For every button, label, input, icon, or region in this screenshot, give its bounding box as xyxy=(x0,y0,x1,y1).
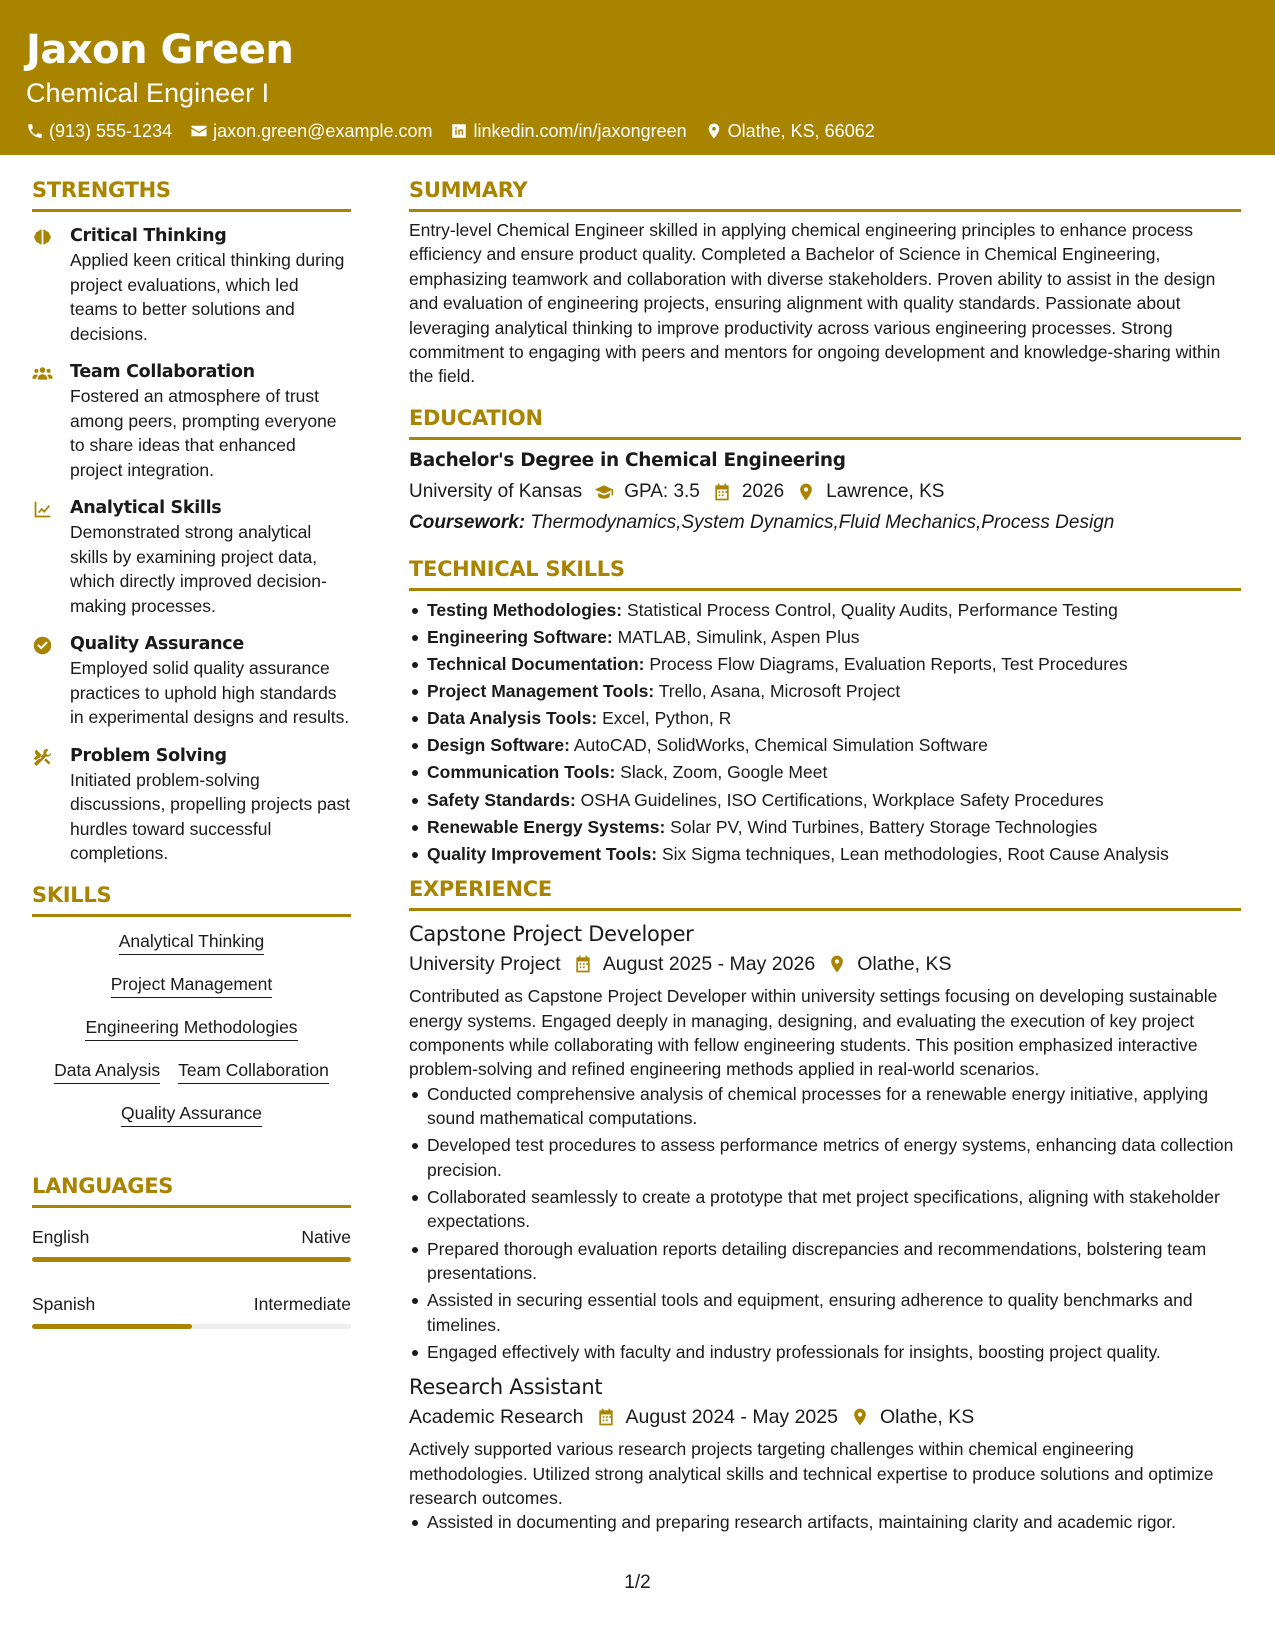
list-item xyxy=(409,733,1241,757)
skill-category: Project Management Tools: xyxy=(427,681,655,702)
job-meta xyxy=(409,1403,1241,1431)
list-item xyxy=(409,598,1241,622)
technical-skills-list xyxy=(409,598,1241,866)
strength-item xyxy=(32,224,351,346)
education-meta xyxy=(409,478,1241,506)
job-entry xyxy=(409,919,1241,1364)
job-location: Olathe, KS xyxy=(857,953,952,976)
language-level-fill xyxy=(32,1324,192,1329)
coursework-label: Coursework: xyxy=(409,511,526,533)
strength-description: Applied keen critical thinking during project evaluations, which led teams to better solutions and decisions. xyxy=(70,250,345,344)
contact-bar xyxy=(26,119,1249,143)
contact-linkedin[interactable] xyxy=(450,119,686,143)
list-item xyxy=(409,652,1241,676)
strength-description: Fostered an atmosphere of trust among peers, prompting everyone to share ideas that enhanced project integration. xyxy=(70,386,337,480)
calendar-icon xyxy=(596,1407,616,1427)
map-pin-icon xyxy=(705,122,723,140)
linkedin-link[interactable]: linkedin.com/in/jaxongreen xyxy=(473,121,687,141)
contact-email[interactable] xyxy=(190,119,432,143)
skill-values: MATLAB, Simulink, Aspen Plus xyxy=(617,626,860,647)
phone-icon xyxy=(26,122,44,140)
right-column xyxy=(409,175,1241,1538)
education-section xyxy=(409,403,1241,537)
summary-section xyxy=(409,175,1241,389)
language-item xyxy=(32,1292,351,1329)
strength-name: Analytical Skills xyxy=(70,498,222,518)
languages-section xyxy=(32,1171,351,1329)
tools-icon xyxy=(32,747,53,768)
page-number: 1/2 xyxy=(624,1572,651,1593)
brain-icon xyxy=(32,227,53,248)
skill-tag: Engineering Methodologies xyxy=(85,1015,297,1041)
language-item xyxy=(32,1225,351,1262)
language-name: English xyxy=(32,1226,90,1247)
skill-values: Process Flow Diagrams, Evaluation Reports, Test Procedures xyxy=(649,654,1128,675)
job-location: Olathe, KS xyxy=(879,1406,975,1429)
users-icon xyxy=(32,363,53,384)
language-level: Native xyxy=(301,1226,351,1247)
section-divider xyxy=(409,588,1241,591)
skill-category: Communication Tools: xyxy=(427,762,616,783)
language-name: Spanish xyxy=(32,1293,96,1314)
skill-values: Solar PV, Wind Turbines, Battery Storage Technologies xyxy=(670,816,1098,837)
envelope-icon xyxy=(190,122,208,140)
strength-description: Demonstrated strong analytical skills by examining project data, which directly improved decision-making processes. xyxy=(70,522,327,616)
skill-tag: Data Analysis xyxy=(54,1058,160,1084)
strength-name: Problem Solving xyxy=(70,745,227,766)
skill-category: Technical Documentation: xyxy=(427,654,645,675)
list-item: Conducted comprehensive analysis of chemical processes for a renewable energy initiative, applying sound mathematical computations. xyxy=(409,1082,1241,1131)
job-description: Actively supported various research projects targeting challenges within chemical engineering methodologies. Utilized strong analytical skills and technical expertise to produce solutions and optimize research outcomes. xyxy=(409,1439,1214,1508)
list-item xyxy=(409,679,1241,703)
job-dates: August 2024 - May 2025 xyxy=(625,1406,838,1429)
calendar-icon xyxy=(573,954,593,974)
list-item xyxy=(409,815,1241,839)
strength-name: Quality Assurance xyxy=(70,634,244,654)
graduation-cap-icon xyxy=(594,482,614,502)
languages-heading: LANGUAGES xyxy=(32,1173,174,1198)
skill-values: Excel, Python, R xyxy=(602,708,732,729)
skill-category: Quality Improvement Tools: xyxy=(427,843,658,864)
location-text: Olathe, KS, 66062 xyxy=(727,121,875,141)
job-organization: Academic Research xyxy=(409,1406,584,1429)
chart-line-icon xyxy=(32,499,53,520)
list-item xyxy=(409,788,1241,812)
skill-category: Data Analysis Tools: xyxy=(427,708,598,729)
list-item xyxy=(409,625,1241,649)
skill-tag: Analytical Thinking xyxy=(119,929,265,955)
strength-item xyxy=(32,744,351,866)
degree-title: Bachelor's Degree in Chemical Engineering xyxy=(409,449,846,471)
language-level: Intermediate xyxy=(253,1293,351,1314)
technical-skills-section xyxy=(409,554,1241,866)
strength-name: Critical Thinking xyxy=(70,226,227,246)
strength-description: Employed solid quality assurance practices to uphold high standards in experimental designs and results. xyxy=(70,658,350,727)
experience-section xyxy=(409,874,1241,1535)
map-pin-icon xyxy=(796,482,816,502)
strengths-section xyxy=(32,175,351,866)
strength-item xyxy=(32,496,351,618)
linkedin-icon xyxy=(450,122,468,140)
list-item: Prepared thorough evaluation reports detailing discrepancies and recommendations, bolstering team presentations. xyxy=(409,1237,1241,1286)
list-item: Engaged effectively with faculty and industry professionals for insights, boosting project quality. xyxy=(409,1340,1241,1364)
skill-values: Trello, Asana, Microsoft Project xyxy=(658,681,901,702)
language-level-bar xyxy=(32,1324,351,1329)
section-divider xyxy=(409,908,1241,911)
map-pin-icon xyxy=(827,954,847,974)
map-pin-icon xyxy=(850,1407,870,1427)
skill-category: Design Software: xyxy=(427,735,570,756)
school-location: Lawrence, KS xyxy=(826,480,945,502)
skill-category: Engineering Software: xyxy=(427,626,613,647)
list-item: Assisted in securing essential tools and equipment, ensuring adherence to quality benchmarks and timelines. xyxy=(409,1288,1241,1337)
section-divider xyxy=(32,914,351,917)
check-circle-icon xyxy=(32,635,53,656)
job-bullets xyxy=(409,1082,1241,1364)
strength-name: Team Collaboration xyxy=(70,362,255,382)
section-divider xyxy=(409,437,1241,440)
contact-location xyxy=(705,119,875,143)
section-divider xyxy=(32,1205,351,1208)
job-title: Capstone Project Developer xyxy=(409,922,694,947)
skills-section xyxy=(32,880,351,1127)
section-divider xyxy=(32,209,351,212)
job-description: Contributed as Capstone Project Developer within university settings focusing on developing sustainable energy systems. Engaged deeply in managing, designing, and evaluating the execution of key project components while collaborating with fellow engineering students. This position emphasized interactive problem-solving and refined engineering methods applied in real-world scenarios. xyxy=(409,986,1218,1080)
strength-item xyxy=(32,632,351,730)
job-meta xyxy=(409,950,1241,978)
experience-heading: EXPERIENCE xyxy=(409,877,552,902)
candidate-name: Jaxon Green xyxy=(26,27,294,73)
skill-values: Statistical Process Control, Quality Audits, Performance Testing xyxy=(626,599,1118,620)
candidate-title: Chemical Engineer I xyxy=(26,78,270,108)
language-level-bar xyxy=(32,1257,351,1262)
calendar-icon xyxy=(712,482,732,502)
gpa-text: GPA: 3.5 xyxy=(624,480,700,502)
list-item xyxy=(409,842,1241,866)
skill-category: Renewable Energy Systems: xyxy=(427,816,666,837)
skills-heading: SKILLS xyxy=(32,882,112,907)
job-title: Research Assistant xyxy=(409,1375,603,1400)
list-item: Collaborated seamlessly to create a prototype that met project specifications, aligning with stakeholder expectations. xyxy=(409,1185,1241,1234)
job-dates: August 2025 - May 2026 xyxy=(602,953,816,976)
contact-phone xyxy=(26,119,172,143)
job-entry xyxy=(409,1372,1241,1535)
skill-values: Six Sigma techniques, Lean methodologies, Root Cause Analysis xyxy=(662,843,1169,864)
skill-tag: Project Management xyxy=(111,972,272,998)
strength-description: Initiated problem-solving discussions, propelling projects past hurdles toward successful completions. xyxy=(70,769,351,863)
language-level-fill xyxy=(32,1257,351,1262)
strength-item xyxy=(32,360,351,482)
school-name: University of Kansas xyxy=(409,480,583,502)
phone-text: (913) 555-1234 xyxy=(49,121,173,141)
job-organization: University Project xyxy=(409,953,561,976)
skill-values: OSHA Guidelines, ISO Certifications, Workplace Safety Procedures xyxy=(580,789,1104,810)
left-column xyxy=(32,175,351,1359)
technical-skills-heading: TECHNICAL SKILLS xyxy=(409,556,625,581)
skill-tag: Quality Assurance xyxy=(121,1101,262,1127)
skill-values: Slack, Zoom, Google Meet xyxy=(620,762,828,783)
coursework xyxy=(409,509,1241,537)
email-link[interactable]: jaxon.green@example.com xyxy=(213,121,433,141)
resume-header xyxy=(0,0,1275,155)
education-heading: EDUCATION xyxy=(409,405,543,430)
skill-tag: Team Collaboration xyxy=(178,1058,329,1084)
skill-values: AutoCAD, SolidWorks, Chemical Simulation Software xyxy=(573,735,988,756)
graduation-year: 2026 xyxy=(741,480,785,502)
coursework-list: Thermodynamics,System Dynamics,Fluid Mechanics,Process Design xyxy=(530,511,1115,533)
list-item: Assisted in documenting and preparing research artifacts, maintaining clarity and academic rigor. xyxy=(409,1510,1241,1534)
list-item: Developed test procedures to assess performance metrics of energy systems, enhancing data collection precision. xyxy=(409,1133,1241,1182)
job-bullets xyxy=(409,1510,1241,1534)
skill-category: Testing Methodologies: xyxy=(427,599,623,620)
section-divider xyxy=(409,209,1241,212)
list-item xyxy=(409,760,1241,784)
summary-heading: SUMMARY xyxy=(409,178,528,202)
skill-category: Safety Standards: xyxy=(427,789,576,810)
list-item xyxy=(409,706,1241,730)
summary-text: Entry-level Chemical Engineer skilled in applying chemical engineering principles to enhance process efficiency and ensure product quality. Completed a Bachelor of Science in Chemical Engineering, emphasizing teamwork and collaboration with diverse stakeholders. Proven ability to assist in the design and evaluation of engineering projects, ensuring alignment with quality standards. Passionate about leveraging analytical thinking to improve productivity across various engineering processes. Strong commitment to engaging with peers and mentors for ongoing development and knowledge-sharing within the field. xyxy=(409,220,1221,387)
strengths-heading: STRENGTHS xyxy=(32,178,171,202)
